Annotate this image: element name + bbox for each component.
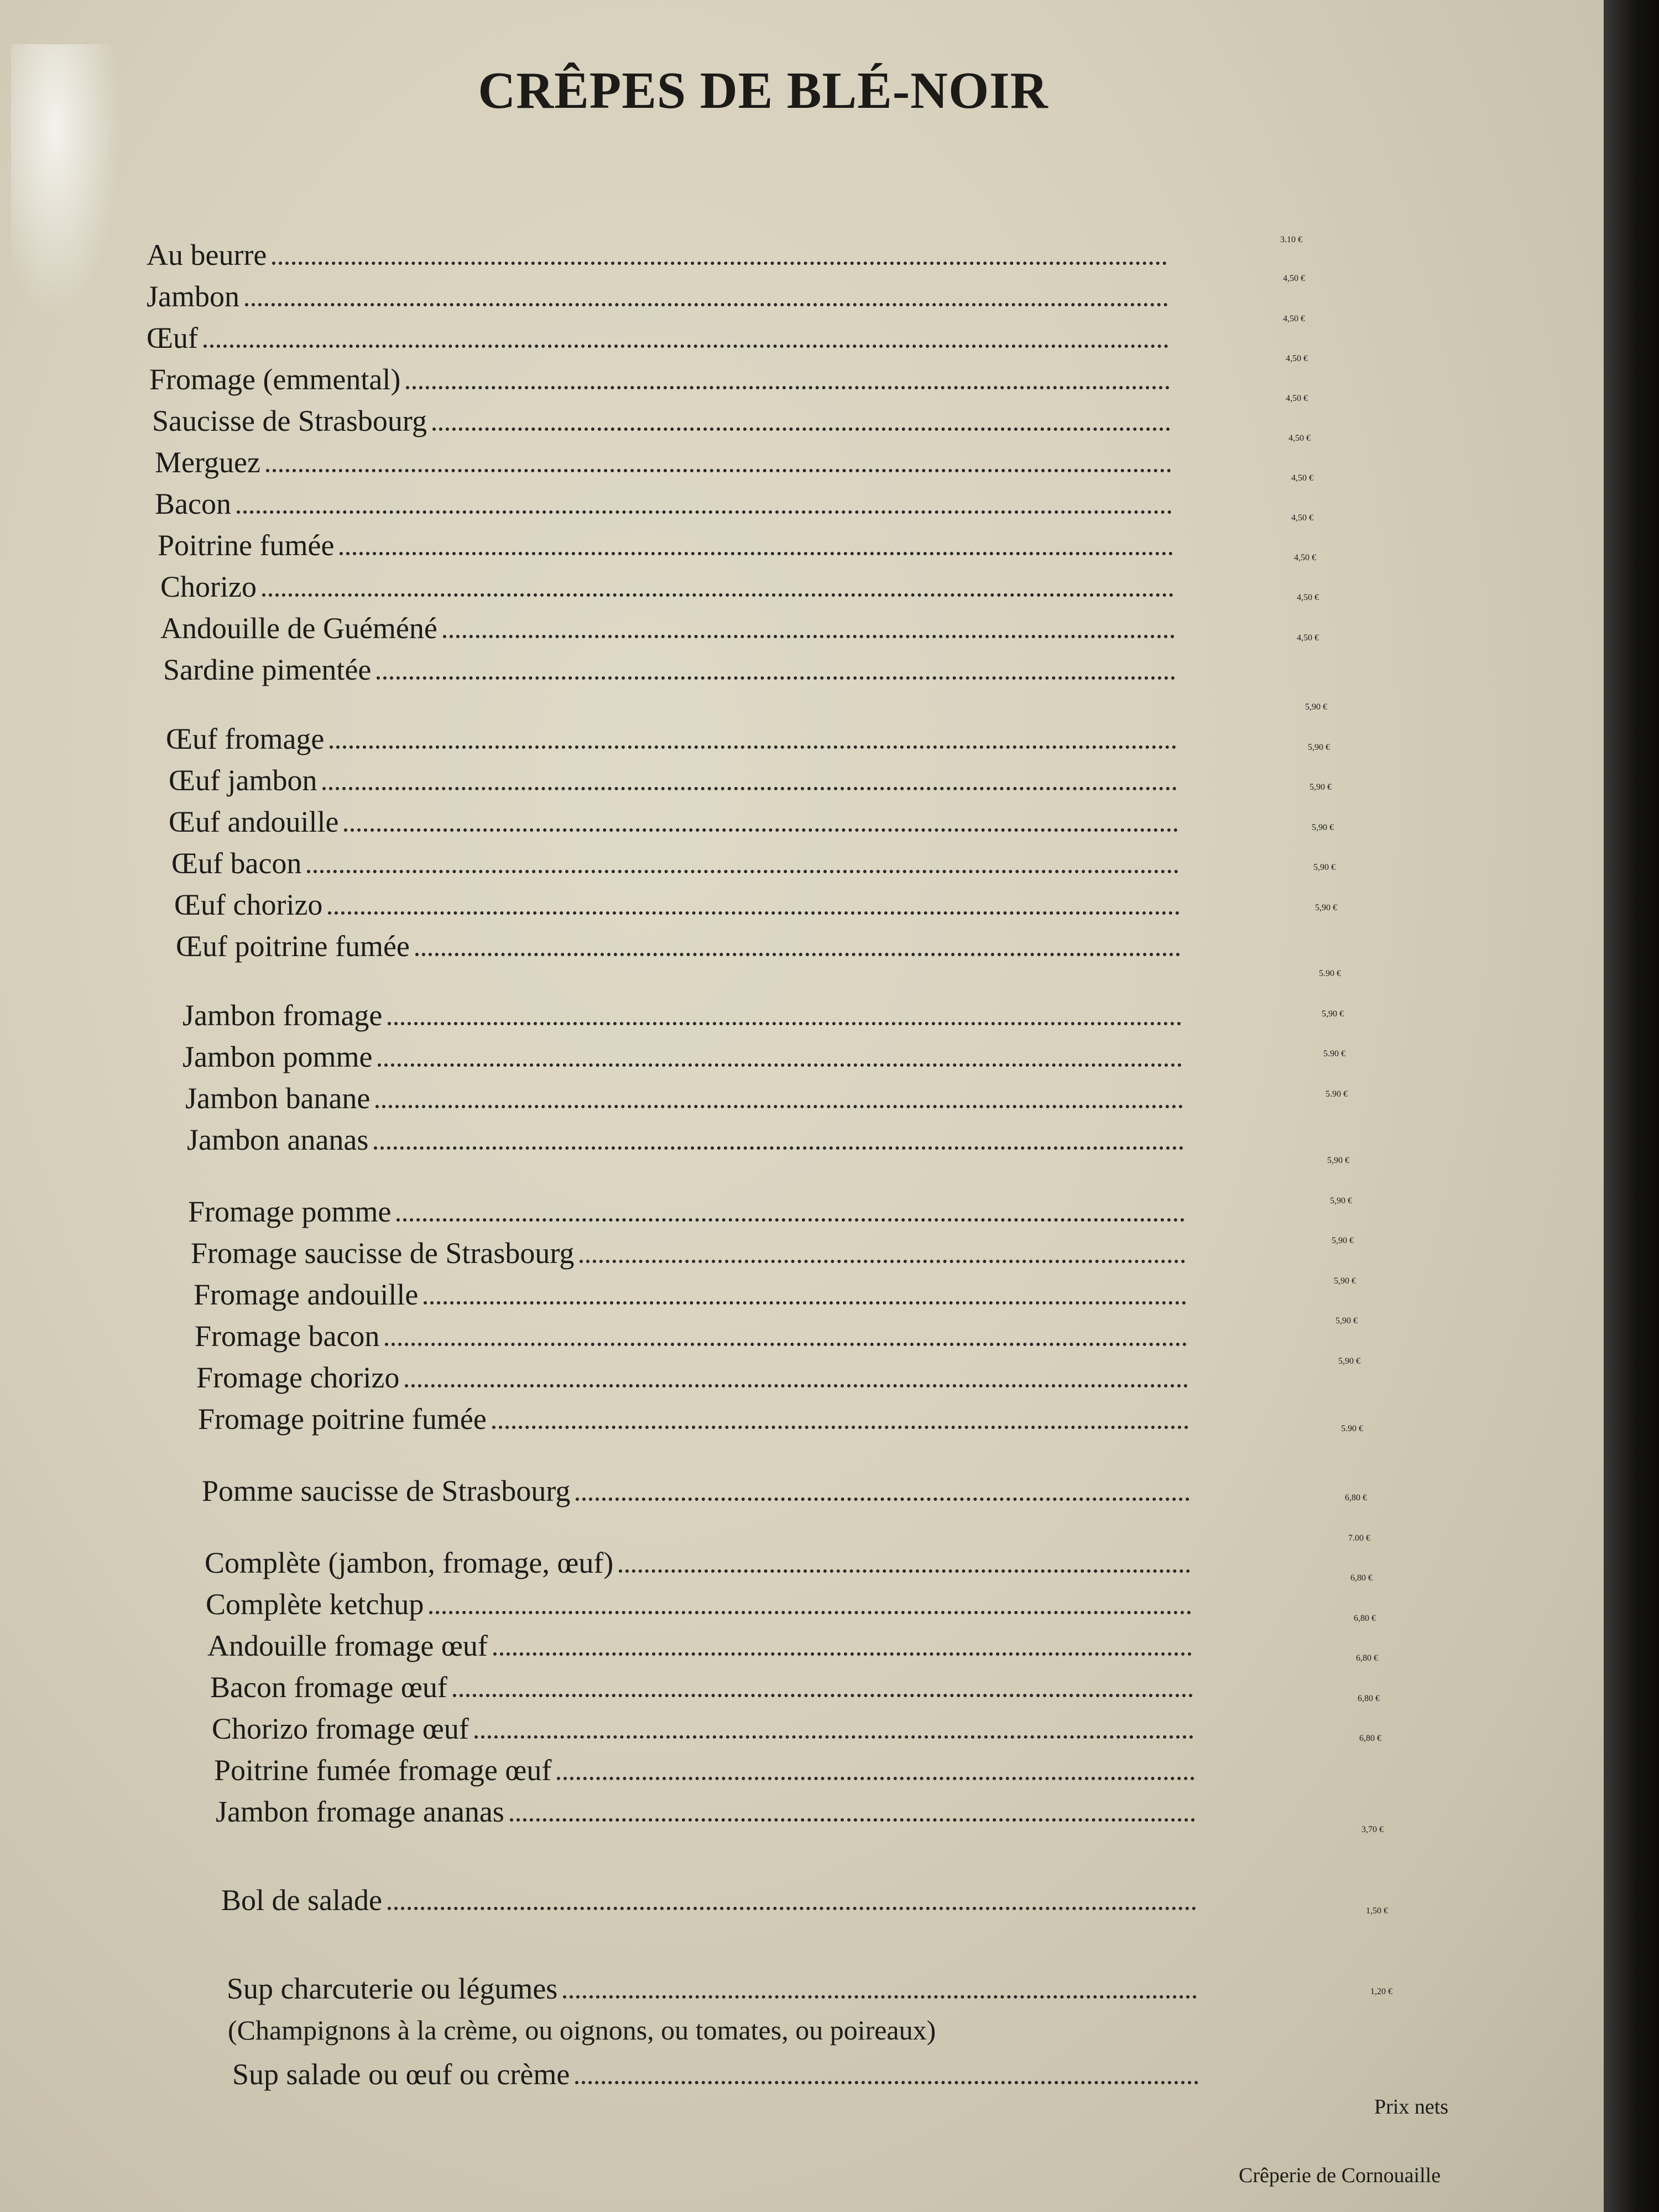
- menu-item: [188, 1192, 1185, 1232]
- dot-leader: [204, 345, 1168, 348]
- dot-leader: [432, 427, 1170, 431]
- dot-leader: [429, 1611, 1191, 1614]
- menu-item: [147, 318, 1168, 358]
- menu-item-price: 5,90 €: [1327, 1156, 1349, 1165]
- menu-item-name: [202, 1471, 1190, 1511]
- menu-item: [149, 359, 1170, 399]
- menu-item: [176, 926, 1180, 966]
- menu-item-price: 7.00 €: [1348, 1533, 1370, 1543]
- dot-leader: [575, 2081, 1198, 2084]
- menu-item-name: [147, 318, 1168, 358]
- menu-item: [205, 1543, 1190, 1583]
- menu-item: [155, 442, 1171, 482]
- menu-item-price: 5.90 €: [1323, 1049, 1345, 1058]
- menu-item: [185, 1078, 1183, 1118]
- menu-item-label: Œuf chorizo: [174, 888, 323, 921]
- menu-item: [212, 1709, 1193, 1749]
- menu-item-price: 3.10 €: [1280, 235, 1302, 244]
- dot-leader: [375, 1105, 1183, 1108]
- menu-item-price: 6,80 €: [1358, 1694, 1380, 1703]
- menu-item: [182, 1037, 1182, 1077]
- menu-item-name: [196, 1358, 1188, 1397]
- menu-item: [228, 2010, 1198, 2050]
- menu-item-label: Fromage bacon: [195, 1319, 380, 1353]
- dot-leader: [272, 262, 1167, 265]
- menu-item: [187, 1120, 1183, 1160]
- menu-item-label: Sup charcuterie ou légumes: [227, 1972, 558, 2005]
- dot-leader: [344, 828, 1178, 832]
- menu-item-label: Sup salade ou œuf ou crème: [232, 2058, 570, 2091]
- menu-item-name: [206, 1584, 1191, 1624]
- menu-item-label: Œuf andouille: [169, 805, 339, 838]
- menu-item: [227, 1969, 1197, 2008]
- menu-item-label: Jambon fromage: [182, 999, 383, 1032]
- menu-item-label: Saucisse de Strasbourg: [152, 404, 427, 437]
- menu-item: [221, 1880, 1196, 1920]
- menu-item: [196, 1358, 1188, 1397]
- menu-item: [214, 1750, 1194, 1790]
- menu-item-price: 5,90 €: [1322, 1009, 1344, 1019]
- menu-item-name: [232, 2054, 1198, 2094]
- menu-item-price: 6,80 €: [1359, 1734, 1381, 1743]
- menu-item-name: [182, 995, 1181, 1035]
- menu-item: [194, 1275, 1186, 1314]
- dot-leader: [377, 676, 1175, 680]
- dot-leader: [374, 1146, 1183, 1150]
- menu-item-label: Œuf: [147, 321, 198, 354]
- dot-leader: [388, 1022, 1181, 1025]
- menu-item-label: Fromage (emmental): [149, 363, 401, 396]
- menu-item-name: [152, 401, 1170, 441]
- menu-item-price: 5.90 €: [1326, 1089, 1348, 1099]
- dot-leader: [424, 1301, 1186, 1305]
- menu-item-name: [158, 525, 1173, 565]
- menu-item-price: 5.90 €: [1319, 969, 1341, 978]
- dot-leader: [340, 552, 1173, 555]
- dot-leader: [266, 469, 1171, 472]
- menu-item-name: [227, 1969, 1197, 2008]
- menu-item-label: Complète (jambon, fromage, œuf): [205, 1546, 614, 1579]
- menu-item-name: [174, 885, 1180, 925]
- menu-item-price: 4,50 €: [1294, 553, 1316, 562]
- menu-item-name: [185, 1078, 1183, 1118]
- menu-item-price: 4,50 €: [1297, 593, 1319, 602]
- dot-leader: [388, 1907, 1196, 1910]
- menu-item-price: 4,50 €: [1283, 274, 1305, 283]
- menu-item-price: 6,80 €: [1354, 1614, 1376, 1623]
- dot-leader: [322, 787, 1177, 790]
- menu-item-label: Complète ketchup: [206, 1588, 424, 1621]
- menu-item: [174, 885, 1180, 925]
- menu-item: [195, 1316, 1187, 1356]
- menu-item-name: [160, 608, 1175, 648]
- menu-item-name: [176, 926, 1180, 966]
- dot-leader: [563, 1995, 1197, 1999]
- menu-item-price: 5,90 €: [1305, 702, 1327, 712]
- menu-item-name: [198, 1399, 1188, 1439]
- menu-item-label: Œuf poitrine fumée: [176, 930, 410, 963]
- menu-item-price: 4,50 €: [1291, 513, 1313, 523]
- dot-leader: [557, 1777, 1194, 1780]
- menu-item-label: Bacon fromage œuf: [210, 1671, 447, 1704]
- menu-item: [202, 1471, 1190, 1511]
- menu-item: [158, 525, 1173, 565]
- menu-item-label: Bol de salade: [221, 1884, 382, 1917]
- dot-leader: [619, 1569, 1190, 1573]
- dot-leader: [474, 1735, 1193, 1739]
- menu-item-label: Sardine pimentée: [163, 653, 372, 686]
- menu-item-name: [155, 442, 1171, 482]
- menu-item-name: [147, 235, 1167, 275]
- menu-item: [155, 484, 1172, 524]
- menu-item-label: Bacon: [155, 487, 231, 520]
- menu-item-name: [221, 1880, 1196, 1920]
- menu-item-name: [160, 567, 1173, 607]
- menu-item: [160, 608, 1175, 648]
- menu-item-name: [188, 1192, 1185, 1232]
- dot-leader: [385, 1343, 1187, 1346]
- dot-leader: [307, 870, 1178, 873]
- menu-item-name: [169, 760, 1177, 800]
- menu-item-label: Andouille fromage œuf: [207, 1629, 488, 1662]
- menu-item-price: 6,80 €: [1356, 1653, 1378, 1663]
- menu-item-label: Jambon ananas: [187, 1123, 369, 1156]
- menu-item-label: Chorizo: [160, 570, 257, 603]
- menu-item-price: 4,50 €: [1297, 633, 1319, 643]
- menu-item-name: [228, 2010, 1198, 2050]
- menu-item-label: Poitrine fumée fromage œuf: [214, 1754, 552, 1787]
- menu-item-label: Jambon pomme: [182, 1040, 373, 1073]
- menu-item-name: [182, 1037, 1182, 1077]
- menu-item-name: [147, 276, 1168, 316]
- menu-item-price: 4,50 €: [1288, 434, 1311, 443]
- menu-item-label: Pomme saucisse de Strasbourg: [202, 1474, 571, 1507]
- menu-item-name: [191, 1233, 1185, 1273]
- menu-item-price: 5,90 €: [1315, 903, 1337, 912]
- prix-nets-note: Prix nets: [1374, 2095, 1449, 2119]
- dot-leader: [237, 510, 1172, 514]
- menu-item-name: [212, 1709, 1193, 1749]
- menu-item: [207, 1626, 1192, 1666]
- menu-item-name: [187, 1120, 1183, 1160]
- menu-item-name: [207, 1626, 1192, 1666]
- menu-item-name: [171, 843, 1178, 883]
- dot-leader: [330, 745, 1176, 749]
- dot-leader: [443, 635, 1175, 638]
- menu-item-label: Fromage chorizo: [196, 1361, 400, 1394]
- menu-item-price: 5,90 €: [1330, 1196, 1352, 1206]
- menu-item-label: Andouille de Guéméné: [160, 612, 437, 645]
- dot-leader: [328, 911, 1180, 915]
- menu-item-price: 5,90 €: [1332, 1236, 1354, 1245]
- menu-item-name: [216, 1792, 1195, 1832]
- menu-item-label: Œuf bacon: [171, 847, 302, 880]
- dot-leader: [406, 386, 1170, 389]
- menu-item-label: Œuf jambon: [169, 764, 317, 797]
- dot-leader: [405, 1384, 1188, 1387]
- menu-item: [216, 1792, 1195, 1832]
- menu-item: [191, 1233, 1185, 1273]
- dot-leader: [510, 1818, 1195, 1822]
- menu-item-label: Fromage saucisse de Strasbourg: [191, 1237, 575, 1270]
- menu-item-price: 4,50 €: [1291, 473, 1313, 483]
- menu-item: [169, 760, 1177, 800]
- dot-leader: [580, 1260, 1185, 1263]
- menu-item-label: Au beurre: [147, 238, 267, 272]
- menu-item-name: [166, 719, 1176, 759]
- restaurant-name: Crêperie de Cornouaille: [1239, 2164, 1441, 2187]
- menu-item: [198, 1399, 1188, 1439]
- menu-item-price: 5,90 €: [1312, 823, 1334, 832]
- menu-item: [210, 1667, 1193, 1707]
- menu-item: [152, 401, 1170, 441]
- menu-item-label: Jambon banane: [185, 1082, 371, 1115]
- menu-item: [166, 719, 1176, 759]
- menu-item-price: 5,90 €: [1335, 1316, 1358, 1326]
- menu-item-label: (Champignons à la crème, ou oignons, ou tomates, ou poireaux): [228, 2015, 936, 2046]
- menu-item-name: [205, 1543, 1190, 1583]
- menu-title: CRÊPES DE BLÉ-NOIR: [478, 62, 1048, 119]
- menu-item: [206, 1584, 1191, 1624]
- dot-leader: [453, 1694, 1193, 1697]
- menu-item-label: Poitrine fumée: [158, 529, 335, 562]
- menu-item-label: Fromage poitrine fumée: [198, 1402, 487, 1436]
- menu-item: [182, 995, 1181, 1035]
- menu-item-label: Fromage andouille: [194, 1278, 419, 1311]
- menu-item-name: [155, 484, 1172, 524]
- menu-item-price: 5.90 €: [1341, 1424, 1363, 1433]
- menu-item: [163, 650, 1175, 690]
- menu-item-price: 6,80 €: [1345, 1493, 1367, 1503]
- menu-item: [169, 802, 1178, 842]
- menu-item-label: Jambon: [147, 280, 239, 313]
- menu-item-label: Merguez: [155, 446, 260, 479]
- dot-leader: [245, 303, 1168, 306]
- menu-item-price: 5,90 €: [1338, 1357, 1360, 1366]
- dot-leader: [415, 953, 1180, 956]
- menu-item-price: 5,90 €: [1334, 1276, 1356, 1286]
- menu-item-price: 5,90 €: [1310, 782, 1332, 792]
- menu-item-price: 3,70 €: [1361, 1825, 1384, 1834]
- dot-leader: [492, 1426, 1188, 1429]
- menu-item: [171, 843, 1178, 883]
- menu-item: [147, 276, 1168, 316]
- dot-leader: [262, 593, 1173, 597]
- menu-item: [232, 2054, 1198, 2094]
- menu-item-name: [194, 1275, 1186, 1314]
- menu-item-label: Jambon fromage ananas: [216, 1795, 504, 1828]
- menu-item-label: Chorizo fromage œuf: [212, 1712, 469, 1745]
- dot-leader: [576, 1498, 1190, 1501]
- dot-leader: [397, 1218, 1185, 1222]
- menu-item-label: Fromage pomme: [188, 1195, 392, 1228]
- menu-item-name: [210, 1667, 1193, 1707]
- menu-item-price: 4,50 €: [1283, 314, 1305, 324]
- menu-item-price: 6,80 €: [1350, 1573, 1373, 1583]
- dot-leader: [493, 1652, 1192, 1656]
- menu-item-name: [195, 1316, 1187, 1356]
- menu-item: [160, 567, 1173, 607]
- table-edge: [1604, 0, 1659, 2212]
- menu-item-price: 1,20 €: [1370, 1987, 1392, 1996]
- menu-item-price: 5,90 €: [1313, 863, 1335, 872]
- menu-item-name: [214, 1750, 1194, 1790]
- menu-item: [147, 235, 1167, 275]
- menu-item-name: [169, 802, 1178, 842]
- menu-item-price: 4,50 €: [1286, 354, 1308, 363]
- menu-item-price: 1,50 €: [1366, 1906, 1388, 1916]
- menu-item-price: 5,90 €: [1308, 743, 1330, 752]
- menu-item-name: [163, 650, 1175, 690]
- dot-leader: [378, 1063, 1182, 1067]
- menu-item-name: [149, 359, 1170, 399]
- menu-item-price: 4,50 €: [1286, 394, 1308, 403]
- menu-item-label: Œuf fromage: [166, 722, 325, 755]
